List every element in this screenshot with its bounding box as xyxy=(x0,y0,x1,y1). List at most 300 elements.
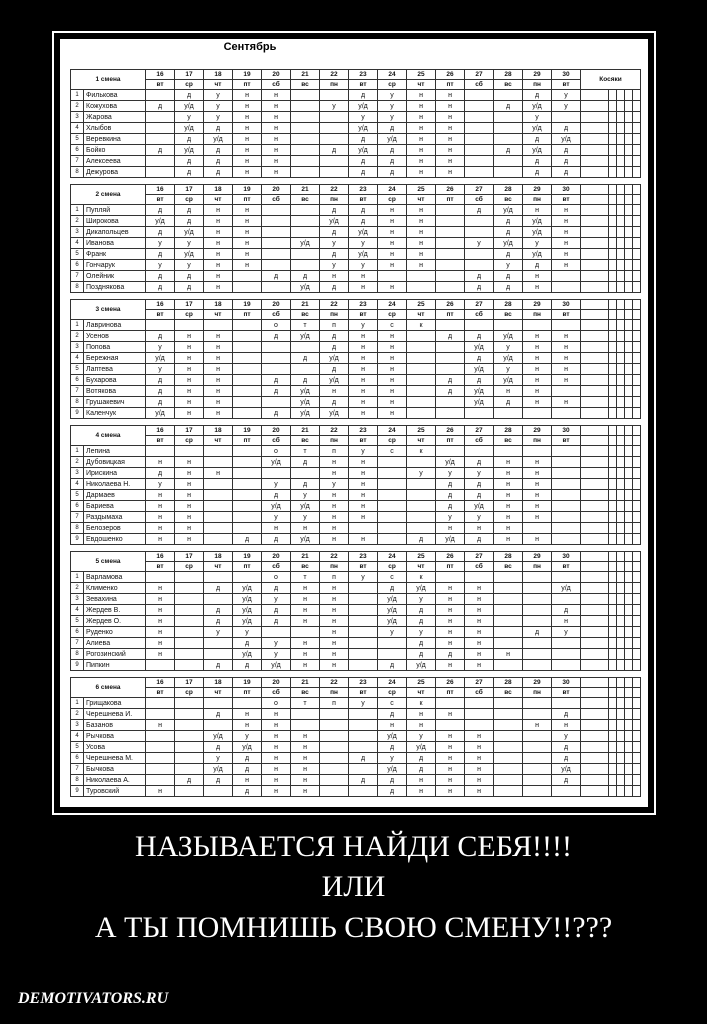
extra-cell xyxy=(617,468,625,479)
shift-gap xyxy=(71,178,641,185)
row-number: 1 xyxy=(71,572,84,583)
day-number: 17 xyxy=(175,426,204,436)
schedule-cell xyxy=(552,512,581,523)
schedule-cell: д xyxy=(291,271,320,282)
schedule-cell xyxy=(494,720,523,731)
schedule-cell: н xyxy=(233,112,262,123)
schedule-cell: н xyxy=(204,227,233,238)
schedule-cell: д xyxy=(378,786,407,797)
schedule-cell: н xyxy=(233,216,262,227)
schedule-cell xyxy=(465,572,494,583)
schedule-cell: у xyxy=(146,260,175,271)
schedule-cell: д xyxy=(494,216,523,227)
extra-cell xyxy=(581,238,609,249)
schedule-cell: н xyxy=(494,479,523,490)
extra-cell xyxy=(609,216,617,227)
schedule-cell: н xyxy=(378,397,407,408)
schedule-cell xyxy=(175,638,204,649)
schedule-cell xyxy=(523,320,552,331)
schedule-cell xyxy=(204,594,233,605)
schedule-cell: у xyxy=(407,594,436,605)
schedule-cell: н xyxy=(233,260,262,271)
schedule-cell: д xyxy=(494,145,523,156)
extra-cell xyxy=(617,775,625,786)
extra-cell xyxy=(633,786,641,797)
weekday-row xyxy=(71,436,641,446)
schedule-cell xyxy=(407,512,436,523)
schedule-cell xyxy=(552,649,581,660)
extra-cell xyxy=(609,457,617,468)
row-number: 4 xyxy=(71,605,84,616)
schedule-cell: у/д xyxy=(465,397,494,408)
weekday: ср xyxy=(175,80,204,90)
schedule-cell: у/д xyxy=(291,397,320,408)
extra-cell xyxy=(617,709,625,720)
table-row xyxy=(71,468,641,479)
schedule-cell: н xyxy=(494,490,523,501)
schedule-cell xyxy=(494,698,523,709)
extra-cell xyxy=(581,397,609,408)
schedule-cell: н xyxy=(349,408,378,419)
schedule-cell: н xyxy=(465,753,494,764)
schedule-cell: д xyxy=(204,605,233,616)
schedule-cell xyxy=(523,616,552,627)
schedule-cell: п xyxy=(320,320,349,331)
schedule-cell: н xyxy=(349,468,378,479)
poster-frame xyxy=(52,31,656,815)
extra-cell xyxy=(609,534,617,545)
schedule-cell: у xyxy=(262,594,291,605)
schedule-cell: д xyxy=(349,753,378,764)
weekday-row xyxy=(71,688,641,698)
extra-cell xyxy=(625,260,633,271)
extra-cell xyxy=(633,145,641,156)
schedule-cell: н xyxy=(320,501,349,512)
weekday: вт xyxy=(146,310,175,320)
schedule-cell: н xyxy=(465,649,494,660)
schedule-cell: н xyxy=(291,786,320,797)
day-number: 21 xyxy=(291,185,320,195)
schedule-cell: н xyxy=(262,112,291,123)
schedule-cell xyxy=(436,205,465,216)
schedule-cell: у xyxy=(262,512,291,523)
schedule-cell: д xyxy=(175,775,204,786)
schedule-cell: н xyxy=(407,123,436,134)
schedule-cell xyxy=(233,408,262,419)
day-number: 26 xyxy=(436,678,465,688)
day-number: 27 xyxy=(465,552,494,562)
extra-cell xyxy=(625,271,633,282)
extra-cell xyxy=(581,649,609,660)
schedule-cell: н xyxy=(233,145,262,156)
schedule-cell xyxy=(175,731,204,742)
employee-name: Дармаев xyxy=(84,490,146,501)
extra-cell xyxy=(617,353,625,364)
extra-cell xyxy=(625,145,633,156)
extra-cell xyxy=(633,698,641,709)
schedule-cell xyxy=(407,397,436,408)
schedule-cell: н xyxy=(175,375,204,386)
extra-cell xyxy=(609,638,617,649)
schedule-cell: у xyxy=(494,260,523,271)
schedule-cell: у/д xyxy=(233,605,262,616)
schedule-cell: у/д xyxy=(262,501,291,512)
extra-cell xyxy=(609,426,617,436)
day-number: 18 xyxy=(204,426,233,436)
schedule-cell: д xyxy=(349,90,378,101)
extra-cell xyxy=(617,436,625,446)
schedule-cell xyxy=(552,572,581,583)
schedule-cell xyxy=(262,205,291,216)
schedule-cell: н xyxy=(291,594,320,605)
extra-cell xyxy=(581,195,609,205)
day-number-row xyxy=(71,552,641,562)
schedule-cell: н xyxy=(378,205,407,216)
schedule-cell: у/д xyxy=(233,649,262,660)
day-number: 19 xyxy=(233,552,262,562)
schedule-cell: т xyxy=(291,572,320,583)
employee-name: Лепина xyxy=(84,446,146,457)
row-number: 1 xyxy=(71,205,84,216)
watermark: DEMOTIVATORS.RU xyxy=(18,990,169,1007)
extra-cell xyxy=(617,638,625,649)
schedule-cell: н xyxy=(552,238,581,249)
schedule-cell xyxy=(175,764,204,775)
schedule-cell xyxy=(262,468,291,479)
schedule-cell: н xyxy=(175,408,204,419)
table-row xyxy=(71,605,641,616)
schedule-cell xyxy=(465,446,494,457)
schedule-cell: н xyxy=(407,216,436,227)
schedule-cell: д xyxy=(233,660,262,671)
schedule-cell: д xyxy=(378,145,407,156)
schedule-cell xyxy=(233,282,262,293)
schedule-cell: н xyxy=(494,386,523,397)
employee-name: Бариева xyxy=(84,501,146,512)
weekday: чт xyxy=(407,310,436,320)
schedule-cell xyxy=(291,364,320,375)
row-number: 2 xyxy=(71,457,84,468)
schedule-cell xyxy=(436,572,465,583)
schedule-cell xyxy=(204,698,233,709)
row-number: 3 xyxy=(71,468,84,479)
extra-cell xyxy=(581,271,609,282)
schedule-cell: д xyxy=(349,775,378,786)
schedule-cell xyxy=(291,123,320,134)
schedule-cell: н xyxy=(146,638,175,649)
schedule-cell xyxy=(378,534,407,545)
schedule-cell: у/д xyxy=(552,764,581,775)
weekday: сб xyxy=(262,436,291,446)
schedule-cell: у xyxy=(320,238,349,249)
schedule-cell xyxy=(494,572,523,583)
schedule-cell: с xyxy=(378,572,407,583)
schedule-cell xyxy=(436,720,465,731)
schedule-cell: н xyxy=(262,156,291,167)
row-number: 9 xyxy=(71,660,84,671)
schedule-cell: у/д xyxy=(523,123,552,134)
schedule-cell xyxy=(552,282,581,293)
schedule-cell xyxy=(523,786,552,797)
employee-name: Базанов xyxy=(84,720,146,731)
table-row xyxy=(71,501,641,512)
day-number: 18 xyxy=(204,185,233,195)
extra-cell xyxy=(633,167,641,178)
employee-name: Позднякова xyxy=(84,282,146,293)
schedule-cell: н xyxy=(436,145,465,156)
schedule-cell: н xyxy=(523,534,552,545)
extra-cell xyxy=(581,742,609,753)
extra-cell xyxy=(581,300,609,310)
schedule-cell: у xyxy=(465,468,494,479)
schedule-cell: н xyxy=(262,731,291,742)
schedule-cell: н xyxy=(291,775,320,786)
extra-cell xyxy=(633,552,641,562)
schedule-cell: д xyxy=(523,156,552,167)
schedule-cell: д xyxy=(523,134,552,145)
extra-cell xyxy=(633,446,641,457)
schedule-cell: п xyxy=(320,572,349,583)
schedule-cell: у xyxy=(349,446,378,457)
table-row xyxy=(71,572,641,583)
schedule-cell xyxy=(378,457,407,468)
schedule-cell: д xyxy=(349,134,378,145)
table-row xyxy=(71,446,641,457)
schedule-cell: д xyxy=(407,534,436,545)
schedule-cell xyxy=(494,408,523,419)
extra-cell xyxy=(633,731,641,742)
shift-label: 5 смена xyxy=(71,552,146,572)
extra-cell xyxy=(625,238,633,249)
row-number: 2 xyxy=(71,709,84,720)
weekday: пн xyxy=(320,80,349,90)
schedule-cell: у/д xyxy=(523,216,552,227)
day-number: 29 xyxy=(523,300,552,310)
day-number: 22 xyxy=(320,426,349,436)
row-number: 5 xyxy=(71,742,84,753)
weekday: ср xyxy=(175,195,204,205)
schedule-cell: н xyxy=(465,660,494,671)
extra-cell xyxy=(617,408,625,419)
schedule-cell: н xyxy=(378,353,407,364)
extra-cell xyxy=(625,552,633,562)
schedule-cell xyxy=(320,742,349,753)
schedule-cell: п xyxy=(320,698,349,709)
day-number: 16 xyxy=(146,70,175,80)
weekday: пн xyxy=(320,195,349,205)
extra-cell xyxy=(633,627,641,638)
extra-cell xyxy=(633,523,641,534)
employee-name: Черешнева М. xyxy=(84,753,146,764)
schedule-cell: н xyxy=(175,534,204,545)
extra-cell xyxy=(617,167,625,178)
day-number: 16 xyxy=(146,426,175,436)
schedule-cell: д xyxy=(175,271,204,282)
extra-cell xyxy=(609,479,617,490)
extra-cell xyxy=(617,205,625,216)
day-number: 27 xyxy=(465,70,494,80)
row-number: 2 xyxy=(71,331,84,342)
schedule-cell: у xyxy=(204,90,233,101)
schedule-cell: д xyxy=(465,457,494,468)
extra-cell xyxy=(617,426,625,436)
extra-cell xyxy=(617,331,625,342)
weekday: пт xyxy=(233,195,262,205)
schedule-cell: н xyxy=(523,342,552,353)
extra-cell xyxy=(581,386,609,397)
schedule-cell: д xyxy=(349,216,378,227)
extra-cell xyxy=(609,753,617,764)
schedule-cell xyxy=(146,775,175,786)
row-number: 5 xyxy=(71,134,84,145)
schedule-cell xyxy=(349,594,378,605)
extra-cell xyxy=(625,523,633,534)
extra-cell xyxy=(625,698,633,709)
schedule-cell: н xyxy=(552,216,581,227)
weekday: ср xyxy=(378,195,407,205)
extra-cell xyxy=(617,698,625,709)
weekday: вс xyxy=(291,688,320,698)
schedule-cell xyxy=(204,638,233,649)
extra-cell xyxy=(609,282,617,293)
extra-cell xyxy=(633,753,641,764)
schedule-cell xyxy=(233,271,262,282)
schedule-cell xyxy=(204,501,233,512)
schedule-cell: н xyxy=(204,386,233,397)
schedule-cell: д xyxy=(494,249,523,260)
schedule-cell xyxy=(523,638,552,649)
extra-cell xyxy=(633,300,641,310)
weekday: чт xyxy=(407,436,436,446)
schedule-cell: н xyxy=(349,353,378,364)
schedule-cell: у xyxy=(204,753,233,764)
schedule-cell: н xyxy=(320,523,349,534)
schedule-cell: н xyxy=(378,249,407,260)
schedule-cell xyxy=(320,775,349,786)
employee-name: Клименко xyxy=(84,583,146,594)
schedule-cell xyxy=(233,353,262,364)
schedule-cell: н xyxy=(233,134,262,145)
row-number: 6 xyxy=(71,753,84,764)
weekday: пт xyxy=(436,80,465,90)
schedule-cell: н xyxy=(436,112,465,123)
schedule-cell xyxy=(320,167,349,178)
employee-name: Рогозинский xyxy=(84,649,146,660)
schedule-cell: н xyxy=(349,501,378,512)
table-row xyxy=(71,594,641,605)
extra-cell xyxy=(625,167,633,178)
schedule-cell xyxy=(204,720,233,731)
extra-cell xyxy=(581,260,609,271)
row-number: 4 xyxy=(71,353,84,364)
schedule-cell: н xyxy=(233,775,262,786)
extra-cell xyxy=(617,156,625,167)
weekday: сб xyxy=(465,688,494,698)
schedule-cell: н xyxy=(233,709,262,720)
schedule-cell: у xyxy=(349,698,378,709)
schedule-cell xyxy=(146,134,175,145)
day-number: 29 xyxy=(523,426,552,436)
schedule-cell: д xyxy=(407,753,436,764)
schedule-cell xyxy=(552,698,581,709)
weekday: вс xyxy=(494,195,523,205)
extra-cell xyxy=(633,386,641,397)
weekday: вт xyxy=(146,562,175,572)
row-number: 8 xyxy=(71,282,84,293)
schedule-cell: н xyxy=(407,205,436,216)
schedule-cell: н xyxy=(436,583,465,594)
schedule-cell: н xyxy=(465,523,494,534)
schedule-cell xyxy=(175,709,204,720)
weekday: пт xyxy=(233,310,262,320)
schedule-cell xyxy=(262,282,291,293)
extra-cell xyxy=(581,227,609,238)
extra-cell xyxy=(581,786,609,797)
weekday: вс xyxy=(494,80,523,90)
schedule-cell: д xyxy=(378,167,407,178)
schedule-cell: у xyxy=(523,112,552,123)
schedule-cell: у/д xyxy=(146,353,175,364)
schedule-cell: у xyxy=(204,627,233,638)
schedule-cell xyxy=(465,260,494,271)
extra-cell xyxy=(617,342,625,353)
schedule-cell: д xyxy=(146,331,175,342)
schedule-cell: н xyxy=(262,742,291,753)
schedule-cell xyxy=(378,523,407,534)
schedule-cell xyxy=(233,457,262,468)
schedule-cell: у xyxy=(349,572,378,583)
day-number: 20 xyxy=(262,552,291,562)
extra-cell xyxy=(581,775,609,786)
schedule-cell: д xyxy=(407,638,436,649)
schedule-cell: д xyxy=(436,649,465,660)
day-number: 25 xyxy=(407,678,436,688)
extra-cell xyxy=(581,688,609,698)
weekday: сб xyxy=(262,195,291,205)
employee-name: Рычкова xyxy=(84,731,146,742)
schedule-cell: н xyxy=(320,660,349,671)
schedule-cell: н xyxy=(378,227,407,238)
schedule-cell: у/д xyxy=(291,501,320,512)
schedule-cell xyxy=(407,342,436,353)
extra-cell xyxy=(581,605,609,616)
schedule-cell: н xyxy=(523,331,552,342)
schedule-cell: н xyxy=(262,720,291,731)
extra-cell xyxy=(633,205,641,216)
schedule-cell xyxy=(146,660,175,671)
day-number: 26 xyxy=(436,70,465,80)
extra-cell xyxy=(609,101,617,112)
day-number: 18 xyxy=(204,552,233,562)
extra-cell xyxy=(609,227,617,238)
employee-name: Олейник xyxy=(84,271,146,282)
employee-name: Дежурова xyxy=(84,167,146,178)
extra-cell xyxy=(633,260,641,271)
schedule-cell: у/д xyxy=(175,145,204,156)
extra-cell xyxy=(625,649,633,660)
extra-cell xyxy=(581,501,609,512)
extra-cell xyxy=(609,501,617,512)
extra-cell xyxy=(609,436,617,446)
schedule-cell xyxy=(465,112,494,123)
schedule-cell: н xyxy=(436,742,465,753)
weekday: ср xyxy=(175,436,204,446)
extra-cell xyxy=(633,720,641,731)
extra-cell xyxy=(609,134,617,145)
day-number: 27 xyxy=(465,426,494,436)
weekday: пт xyxy=(436,310,465,320)
extra-cell xyxy=(633,688,641,698)
